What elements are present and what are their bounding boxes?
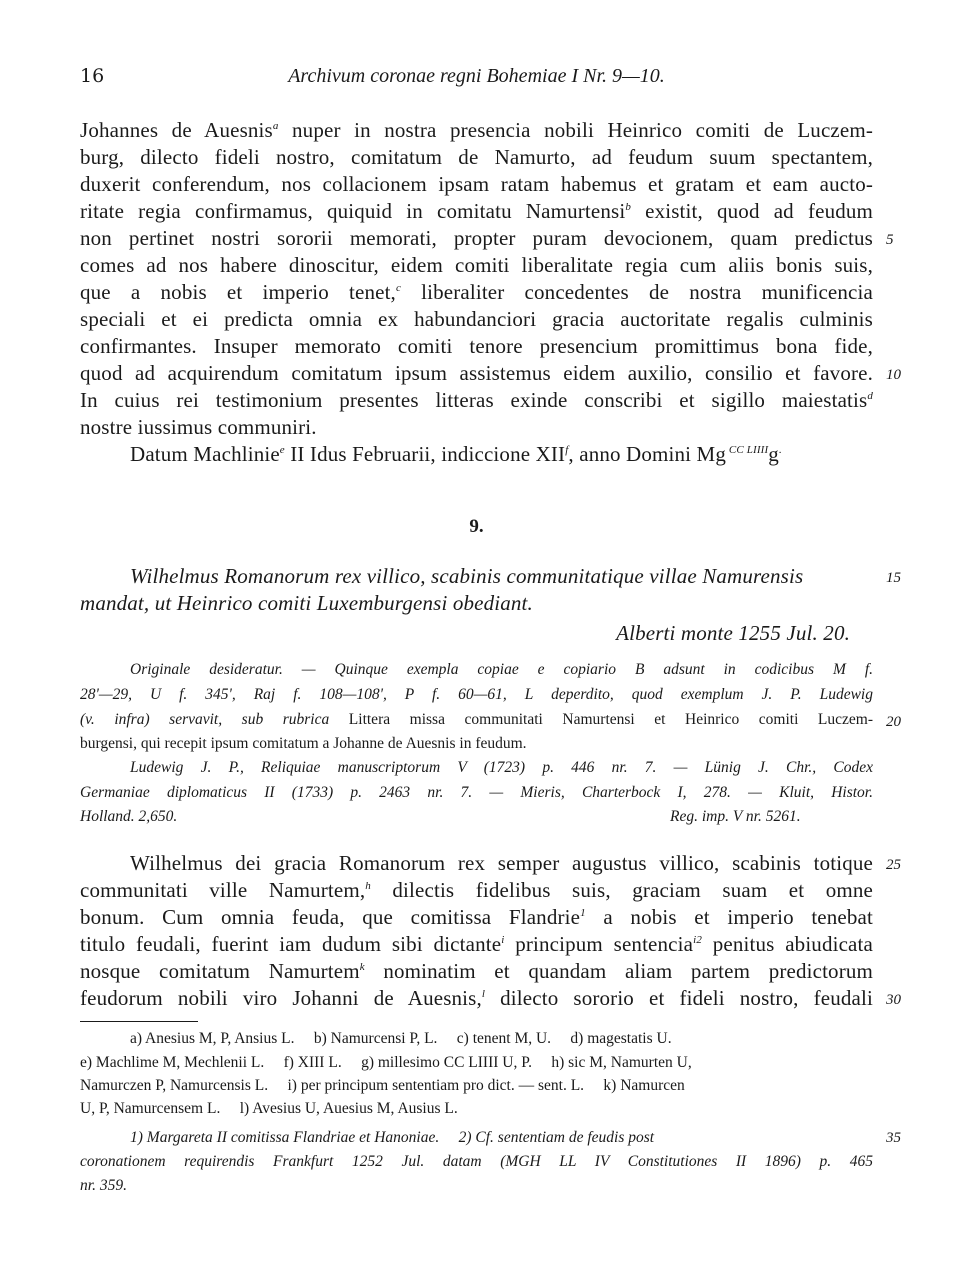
- margin-line-number: 15: [886, 570, 901, 586]
- endnote-line-3: nr. 359.: [80, 1177, 127, 1194]
- endnote-line-1: 1) Margareta II comitissa Flandriae et Hanoniae. 2) Cf. sententiam de feudis post: [130, 1129, 655, 1146]
- doc8-line-5: non pertinet nostri sororii memorati, propter puram devocionem, quam predictus: [80, 226, 873, 250]
- doc8-line-11: In cuius rei testimonium presentes litteras exinde conscribi et sigillo maiestatis$^d$: [80, 388, 873, 412]
- regesta-imperii-reference: Reg. imp. V nr. 5261.: [670, 808, 801, 825]
- margin-line-number: 30: [886, 992, 901, 1008]
- literature-line-2: Germaniae diplomaticus II (1733) p. 2463 nr. 7. — Mieris, Charterbock I, 278. — Kluit, Histor.: [80, 784, 873, 801]
- doc8-line-8: speciali et ei predicta omnia ex habundanciori gracia auctoritate regalis culminis: [80, 307, 873, 331]
- place-date: Alberti monte 1255 Jul. 20.: [616, 621, 850, 645]
- footnote-line-2: e) Machlime M, Mechlenii L. f) XIII L. g) millesimo CC LIIII U, P. h) sic M, Namurten U,: [80, 1054, 692, 1071]
- footnote-rule: [80, 1021, 198, 1022]
- footnote-line-3: Namurczen P, Namurcensis L. i) per principum sententiam pro dict. — sent. L. k) Namurcen: [80, 1077, 685, 1094]
- doc9-line-3: bonum. Cum omnia feuda, que comitissa Flandrie$^1$ a nobis et imperio tenebat: [80, 905, 874, 929]
- doc8-line-3: duxerit conferendum, nos collacionem ipsam ratam habemus et gratam et eam aucto-: [80, 172, 873, 196]
- margin-line-number: 35: [886, 1130, 901, 1146]
- doc9-line-5: nosque comitatum Namurtem$^k$ nominatim et quandam aliam partem predictorum: [80, 959, 873, 983]
- regest-line-1: Wilhelmus Romanorum rex villico, scabinis communitatique villae Namurensis: [130, 564, 804, 588]
- tradition-line-1: Originale desideratur. — Quinque exempla copiae e copiario B adsunt in codicibus M f.: [130, 661, 873, 678]
- doc9-line-6: feudorum nobili viro Johanni de Auesnis,$^l$ dilecto sororio et fideli nostro, feudali: [80, 986, 873, 1010]
- doc8-line-4: ritate regia confirmamus, quiquid in comitatu Namurtensi$^b$ existit, quod ad feudum: [80, 199, 873, 223]
- footnote-line-1: a) Anesius M, P, Ansius L. b) Namurcensi P, L. c) tenent M, U. d) magestatis U.: [130, 1030, 672, 1047]
- doc8-line-2: burg, dilecto fideli nostro, comitatum de Namurto, ad feudum suum spectantem,: [80, 145, 873, 169]
- regest-line-2: mandat, ut Heinrico comiti Luxemburgensi obediant.: [80, 591, 533, 615]
- doc8-line-12: nostre iussimus communiri.: [80, 415, 317, 439]
- doc9-line-1: Wilhelmus dei gracia Romanorum rex semper augustus villico, scabinis totique: [130, 851, 873, 875]
- endnote-line-2: coronationem requirendis Frankfurt 1252 Jul. datam (MGH LL IV Constitutiones II 1896) p. 465: [80, 1153, 873, 1170]
- doc8-dating-line: Datum Machlinie$^e$ II Idus Februarii, indiccione XII$^f$, anno Domini Mg $^{CC LIIII}$g.: [130, 442, 782, 466]
- margin-line-number: 10: [886, 367, 901, 383]
- margin-line-number: 20: [886, 714, 901, 730]
- doc8-line-6: comes ad nos habere dinoscitur, eidem comiti liberalitate regia cum aliis bonis suis,: [80, 253, 873, 277]
- tradition-line-3: (v. infra) servavit, sub rubrica Littera missa communitati Namurtensi et Heinrico comiti Luczem-: [80, 711, 874, 728]
- margin-line-number: 25: [886, 857, 901, 873]
- doc8-line-10: quod ad acquirendum comitatum ipsum assistemus eidem auxilio, consilio et favore.: [80, 361, 873, 385]
- margin-line-number: 5: [886, 232, 894, 248]
- footnote-line-4: U, P, Namurcensem L. l) Avesius U, Auesius M, Ausius L.: [80, 1100, 458, 1117]
- page: [80, 0, 901, 1269]
- literature-line-1: Ludewig J. P., Reliquiae manuscriptorum V (1723) p. 446 nr. 7. — Lünig J. Chr., Codex: [130, 759, 873, 776]
- literature-line-3: Holland. 2,650. Reg. imp. V nr. 5261.: [80, 808, 801, 825]
- doc8-line-1: Johannes de Auesnis$^a$ nuper in nostra presencia nobili Heinrico comiti de Luczem-: [80, 118, 873, 142]
- document-number: 9.: [469, 516, 484, 537]
- page-number: 16: [80, 65, 105, 87]
- doc9-line-2: communitati ville Namurtem,$^h$ dilectis fidelibus suis, graciam suam et omne: [80, 878, 873, 902]
- doc8-line-9: confirmantes. Insuper memorato comiti tenore presencium promittimus bona fide,: [80, 334, 873, 358]
- page-header: [80, 65, 873, 93]
- doc9-line-4: titulo feudali, fuerint iam dudum sibi dictante$^i$ principum sentencia$^{i2}$ penitus abiudicata: [80, 932, 873, 956]
- tradition-line-4: burgensi, qui recepit ipsum comitatum a Johanne de Auesnis in feudum.: [80, 735, 527, 752]
- running-title: Archivum coronae regni Bohemiae I Nr. 9—10.: [288, 65, 665, 87]
- doc8-line-7: que a nobis et imperio tenet,$^c$ liberaliter concedentes de nostra munificencia: [80, 280, 873, 304]
- tradition-line-2: 28'—29, U f. 345', Raj f. 108—108', P f. 60—61, L deperdito, quod exemplum J. P. Ludewig: [80, 686, 873, 703]
